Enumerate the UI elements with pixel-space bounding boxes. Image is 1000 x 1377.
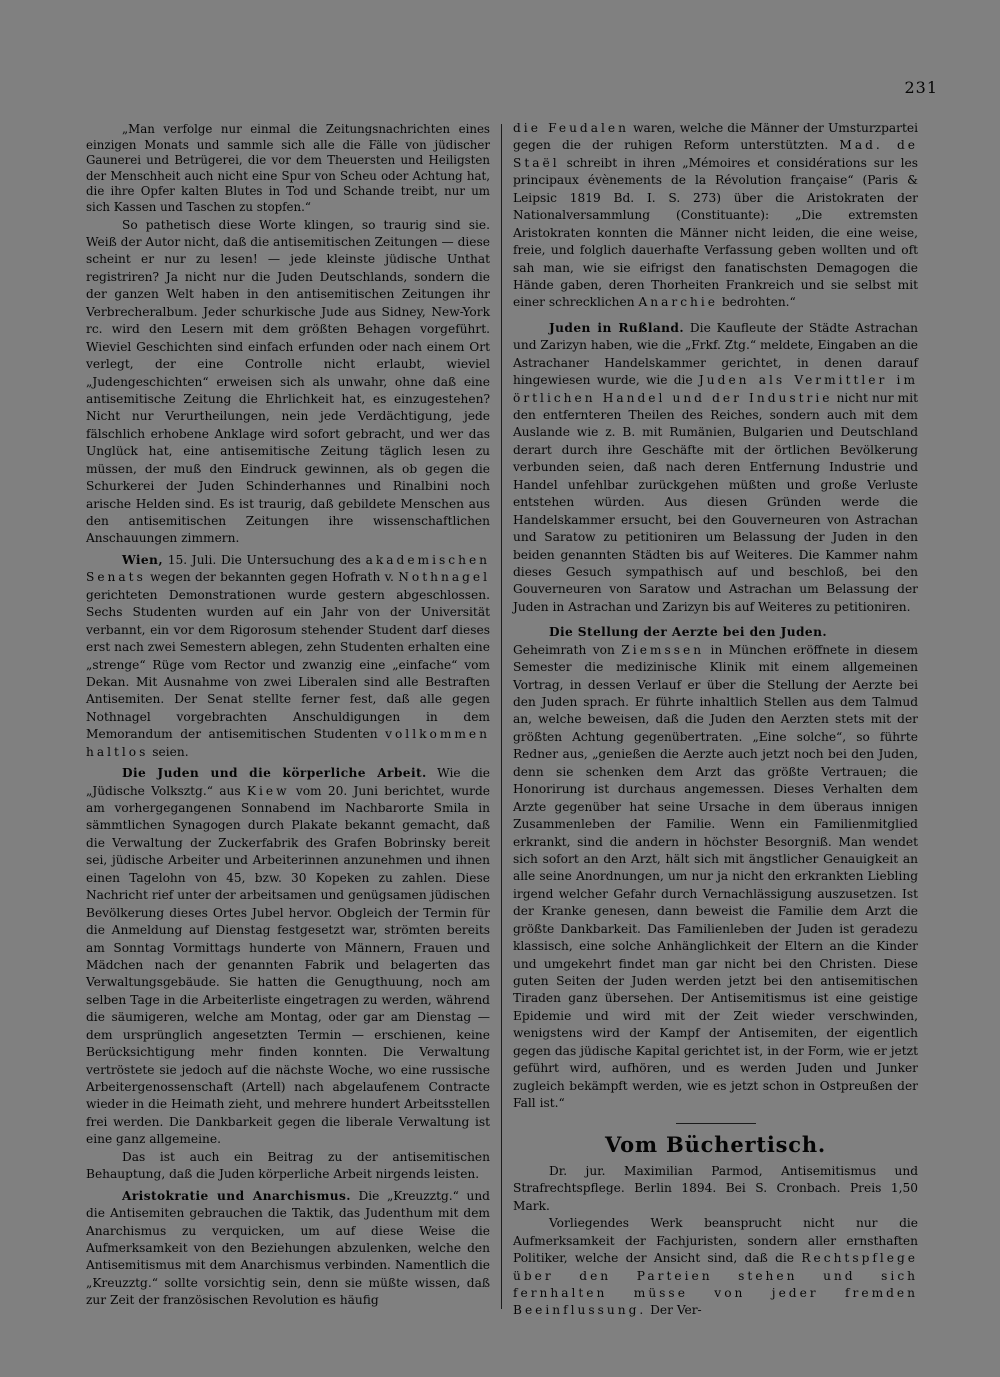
text-run: wegen der bekannten gegen Hofrath v. [150, 570, 394, 585]
article-aerzte-body [513, 642, 918, 1113]
spaced-text: Ziemssen [621, 642, 705, 657]
spaced-text: vollkommen haltlos [86, 727, 490, 759]
article-heading: Die Juden und die körperliche Arbeit. [122, 766, 427, 781]
text-run: Die Kaufleute der Städte Astrachan und Zarizyn haben, wie die „Frkf. Ztg.“ meldete, Eingaben an die Astrachaner Handelskammer gerichtet, in denen darauf hingewiesen wurde, wie die [513, 320, 919, 388]
article-heading: Juden in Rußland. [549, 320, 684, 335]
column-divider [501, 124, 502, 1309]
left-column [86, 122, 490, 1310]
section-heading-buechertisch: Vom Büchertisch. [604, 1131, 827, 1157]
text-run: gerichteten Demonstrationen wurde gestern abgeschlossen. Sechs Studenten wurden auf ein Jahr von der Universität verbannt, ein vor dem Rigorosum stehender Student darf dieses erst nach zwei Semestern ablegen, zehn Studenten erhalten eine „strenge“ Rüge vom Rector und zwanzig eine „einfache“ vom Dekan. Mit Ausnahme von zwei Liberalen sind alle Bestraften Antisemiten. Der Senat stellte ferner fest, daß alle gegen Nothnagel vorgebrachten Anschuldigungen in dem Memorandum der antisemitischen Studenten [86, 587, 490, 742]
spaced-text: Anarchie [638, 295, 718, 310]
text-run: Der Ver- [650, 1303, 702, 1318]
text-run: Wie die „Jüdische Volksztg.“ aus [86, 766, 490, 798]
text-run: nicht nur mit den entfernteren Theilen des Reiches, sondern auch mit dem Auslande wie z. B. mit Rumänien, Bulgarien und Deutschland derart durch ihre Geschäfte mit der örtlichen Bevölkerung verbunden seien, daß nach deren Entfernung Industrie und Handel unfehlbar zurückgehen müßten und große Verluste entstehen würden. Aus diesen Gründen werde die Handelskammer ersucht, bei den Gouverneuren von Astrachan und Saratow zu petitioniren um Belassung der Juden in den beiden genannten Städten bis auf Weiteres. Die Kammer nahm dieses Gesuch sympathisch auf und beschloß, bei den Gouverneuren von Saratow und Astrachan um Belassung der Juden in Astrachan und Zarizyn bis auf Weiteres zu petitioniren. [513, 390, 919, 614]
book-review [513, 1215, 918, 1320]
text-run: in München eröffnete in diesem Semester die medizinische Klinik mit einem allgemeinen Vortrag, in dessen Verlauf er über die Stellung der Aerzte bei den Juden sprach. Er führte inhaltlich Stellen aus dem Talmud an, welche beweisen, daß die Juden den Aerzten stets mit der größten Achtung gegenübertraten. „Eine solche“, so führte Redner aus, „genießen die Aerzte auch jetzt noch bei den Juden, denn sie schenken dem Arzt das größte Vertrauen; die Honorirung ist durchaus angemessen. Dieses Verhalten dem Arzte gegenüber hat seine Ursache in dem überaus innigen Zusammenleben der Familie. Wenn ein Familienmitglied erkrankt, sind die andern in höchster Besorgniß. Man wendet sich sofort an den Arzt, hält sich mit ängstlicher Genauigkeit an alle seine Anordnungen, um nur ja nicht den erkrankten Liebling irgend welcher Gefahr durch Vernachlässigung auszusetzen. Ist der Kranke genesen, dann beweist die Familie dem Arzt die größte Dankbarkeit. Das Familienleben der Juden ist geradezu klassisch, eine solche Anhänglichkeit der Eltern an die Kinder und umgekehrt findet man gar nicht bei den Christen. Diese guten Seiten der Juden werden jetzt bei den antisemitischen Tiraden ganz übersehen. Der Antisemitismus ist eine geistige Epidemie und wird mit der Zeit wieder verschwinden, wenigstens wird der Kampf der Antisemiten, der eigentlich gegen das jüdische Kapital gerichtet ist, in der Form, wie er jetzt geführt wird, aufhören, und es werden Juden und Junker zugleich bekämpft werden, wie es jetzt schon in Ostpreußen der Fall ist.“ [513, 642, 919, 1111]
article-wien [86, 552, 490, 761]
article-russland [513, 320, 918, 616]
text-run: vom 20. Juni berichtet, wurde am vorhergegangenen Sonnabend im Nachbarorte Smila in sämmtlichen Synagogen durch Plakate bekannt gemacht, daß die Verwaltung der Zuckerfabrik des Grafen Bobrinsky bereit sei, jüdische Arbeiter und Arbeiterinnen anzunehmen und ihnen einen Tagelohn von 45, bzw. 30 Kopeken zu zahlen. Diese Nachricht rief unter der arbeitsamen und genügsamen jüdischen Bevölkerung dieses Ortes Jubel hervor. Obgleich der Termin für die Anmeldung auf Dienstag festgesetzt war, strömten bereits am Sonntag Vormittags hunderte von Männern, Frauen und Mädchen nach der genannten Fabrik und belagerten das Verwaltungsgebäude. Sie hatten die Genugthuung, noch am selben Tage in die Arbeiterliste eingetragen zu werden, während die säumigeren, welche am Montag, oder gar am Dienstag — dem ursprünglich angesetzten Termin — erschienen, keine Berücksichtigung mehr finden konnten. Die Verwaltung vertröstete sie jedoch auf die nächste Woche, wo eine russische Arbeitergenossenschaft (Artell) nach abgelaufenem Contracte wieder in die Heimath zieht, und mehrere hundert Arbeitsstellen frei werden. Die Dankbarkeit gegen die liberale Verwaltung ist eine ganz allgemeine. [86, 783, 491, 1147]
text-run: Die Untersuchung des [220, 552, 361, 567]
paragraph-commentary: So pathetisch diese Worte klingen, so traurig sind sie. Weiß der Autor nicht, daß die antisemitischen Zeitungen — diese scheint er nur zu lesen! — jede kleinste jüdische Unthat registriren? Ja nicht nur die Juden Deutschlands, sondern die der ganzen Welt haben in den antisemitischen Zeitungen ihr Verbrecheralbum. Jeder schurkische Jude aus Sidney, New-York rc. wird den Lesern mit dem größten Behagen vorgeführt. Wieviel Geschichten sind einfach erfunden oder nach einem Ort verlegt, der eine Controlle nicht erlaubt, wieviel „Judengeschichten“ erweisen sich als unwahr, ohne daß eine antisemitische Zeitung die Ehrlichkeit hat, es einzugestehen? Nicht nur Verurtheilungen, nein jede Verdächtigung, jede fälschlich erhobene Anklage wird sofort gebracht, und wer das Unglück hat, eine antisemitische Zeitung täglich lesen zu müssen, der muß den Eindruck gewinnen, als ob gegen die Schurkerei der Juden Schinderhannes und Rinalbini noch arische Helden sind. Es ist traurig, daß gebildete Menschen aus den antisemitischen Zeitungen ihre wissenschaftlichen Anschauungen zimmern. [86, 217, 490, 546]
spaced-text: Juden als Vermittler im örtlichen Handel und der Industrie [513, 373, 919, 405]
spaced-text: Mad. de Staël [513, 138, 919, 170]
article-anarchismus-continued [513, 120, 918, 312]
text-run: waren, welche die Männer der Umsturzpartei gegen die der ruhigen Reform unterstützten. [513, 121, 918, 153]
spaced-text: Rechtspflege über den Parteien stehen und sich fernhalten müsse von jeder fremden Beeinflussung. [513, 1251, 919, 1318]
text-run: schreibt in ihren „Mémoires et considérations sur les principaux évènements de la Révolution française“ (Paris & Leipsic 1819 Bd. I. S. 273) über die Aristokraten der Nationalversammlung (Constituante): „Die extremsten Aristokraten konnten die Männer nicht leiden, die eine weise, freie, und folglich dauerhafte Verfassung geben wollten und oft sah man, wie sie eifrigst den fanatischsten Demagogen die Hände gaben, deren Thorheiten Frankreich und sie selbst mit einer schrecklichen [513, 155, 918, 310]
paragraph-arbeit-conclusion: Das ist auch ein Beitrag zu der antisemitischen Behauptung, daß die Juden körperliche Arbeit nirgends leisten. [86, 1149, 490, 1182]
article-heading: Die Stellung der Aerzte bei den Juden. [549, 625, 827, 640]
article-heading: Aristokratie und Anarchismus. [122, 1188, 351, 1203]
right-column [513, 120, 918, 1320]
spaced-text: die Feudalen [513, 121, 629, 135]
text-run: seien. [152, 744, 189, 759]
spaced-text: Nothnagel [398, 570, 491, 585]
spaced-text: akademischen Senats [86, 552, 491, 585]
text-run: Vorliegendes Werk beansprucht nicht nur die Aufmerksamkeit der Fachjuristen, sondern aller ernsthaften Politiker, welche der Ansicht sind, daß die [513, 1216, 918, 1266]
article-aerzte [513, 624, 918, 641]
article-arbeit [86, 765, 490, 1149]
section-divider [676, 1123, 756, 1124]
quote-text: „Man verfolge nur einmal die Zeitungsnachrichten eines einzigen Monats und sammle sich alle die Fälle von jüdischer Gaunerei und Betrügerei, die vor dem Theuersten und Heiligsten der Menschheit auch nicht eine Spur von Scheu oder Achtung hat, die ihre Opfer kalten Blutes in Tod und Schande treibt, nur um sich Kassen und Taschen zu stopfen.“ [86, 122, 490, 214]
text-run: Die „Kreuzztg.“ und die Antisemiten gebrauchen die Taktik, das Judenthum mit dem Anarchismus zu verquicken, um auf diese Weise die Aufmerksamkeit von den Beziehungen abzulenken, welche den Antisemitismus mit dem Anarchismus verbinden. Namentlich die „Kreuzztg.“ sollte vorsichtig sein, denn sie müßte wissen, daß zur Zeit der französischen Revolution es häufig [86, 1188, 490, 1308]
quote-block [86, 122, 490, 216]
book-citation: Dr. jur. Maximilian Parmod, Antisemitismus und Strafrechtspflege. Berlin 1894. Bei S. Cronbach. Preis 1,50 Mark. [513, 1163, 918, 1213]
article-anarchismus [86, 1188, 490, 1310]
page-number: 231 [904, 78, 938, 97]
text-run: bedrohten.“ [721, 295, 796, 310]
spaced-text: Kiew [246, 783, 290, 798]
article-heading: Wien, [122, 552, 163, 567]
text-run: Geheimrath von [513, 642, 615, 657]
article-date: 15. Juli. [167, 552, 217, 567]
